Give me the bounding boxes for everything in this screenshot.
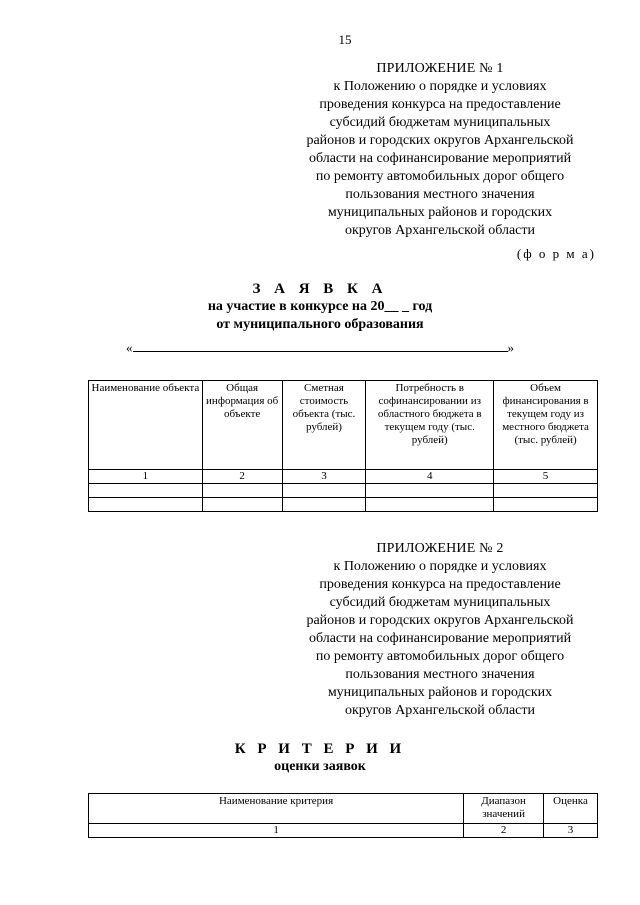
appendix-2-line: пользования местного значения <box>345 667 535 682</box>
zayavka-table <box>88 380 598 512</box>
empty-cell <box>89 484 203 498</box>
criterii-title: К Р И Т Е Р И И <box>234 741 406 757</box>
appendix-1-line: субсидий бюджетам муниципальных <box>329 115 551 130</box>
appendix-1-title: ПРИЛОЖЕНИЕ № 1 <box>376 61 504 76</box>
empty-cell <box>89 498 203 512</box>
header-cell: Общая информация об объекте <box>202 381 282 470</box>
blank-underline <box>133 341 508 352</box>
appendix-2-line: области на софинансирование мероприятий <box>308 631 572 646</box>
number-cell: 1 <box>89 824 464 838</box>
empty-cell <box>202 498 282 512</box>
table-header-row <box>89 794 598 824</box>
appendix-1-line: по ремонту автомобильных дорог общего <box>315 169 565 184</box>
open-quote: « <box>126 340 133 355</box>
appendix-2-line: по ремонту автомобильных дорог общего <box>315 649 565 664</box>
appendix-1-line: проведения конкурса на предоставление <box>319 97 561 112</box>
appendix-1-line: области на софинансирование мероприятий <box>308 151 572 166</box>
empty-cell <box>366 498 494 512</box>
empty-cell <box>494 484 598 498</box>
close-quote: » <box>507 340 514 355</box>
page-number: 15 <box>338 32 352 47</box>
number-cell: 3 <box>544 824 598 838</box>
appendix-1-header <box>290 60 590 240</box>
appendix-2-line: округов Архангельской области <box>345 703 535 718</box>
empty-cell <box>202 484 282 498</box>
number-cell: 1 <box>89 470 203 484</box>
appendix-2-line: к Положению о порядке и условиях <box>333 559 547 574</box>
criterii-heading <box>0 740 640 776</box>
number-cell: 2 <box>464 824 544 838</box>
appendix-2-line: субсидий бюджетам муниципальных <box>329 595 551 610</box>
zayavka-line-2: от муниципального образования <box>216 317 424 332</box>
empty-cell <box>366 484 494 498</box>
zayavka-title: З А Я В К А <box>252 281 388 297</box>
forma-label: (ф о р м а) <box>516 246 596 261</box>
appendix-2-line: районов и городских округов Архангельской <box>306 613 574 628</box>
number-cell: 5 <box>494 470 598 484</box>
header-cell: Объем финансирования в текущем году из местного бюджета (тыс. рублей) <box>494 381 598 470</box>
table-row <box>89 498 598 512</box>
table-number-row <box>89 470 598 484</box>
header-cell: Наименование объекта <box>89 381 203 470</box>
criteria-table <box>88 793 598 838</box>
appendix-1-line: муниципальных районов и городских <box>327 205 553 220</box>
number-cell: 4 <box>366 470 494 484</box>
header-cell: Наименование критерия <box>89 794 464 824</box>
table-number-row <box>89 824 598 838</box>
appendix-1-line: пользования местного значения <box>345 187 535 202</box>
municipality-blank-line <box>0 340 640 356</box>
appendix-1-line: районов и городских округов Архангельской <box>306 133 574 148</box>
header-cell: Оценка <box>544 794 598 824</box>
zayavka-heading <box>0 280 640 356</box>
number-cell: 3 <box>282 470 366 484</box>
table-row <box>89 484 598 498</box>
criterii-subtitle: оценки заявок <box>274 759 366 774</box>
appendix-2-header <box>290 540 590 720</box>
number-cell: 2 <box>202 470 282 484</box>
header-cell: Сметная стоимость объекта (тыс. рублей) <box>282 381 366 470</box>
empty-cell <box>282 484 366 498</box>
empty-cell <box>494 498 598 512</box>
empty-cell <box>282 498 366 512</box>
appendix-2-line: муниципальных районов и городских <box>327 685 553 700</box>
appendix-1-line: к Положению о порядке и условиях <box>333 79 547 94</box>
appendix-1-line: округов Архангельской области <box>345 223 535 238</box>
appendix-2-title: ПРИЛОЖЕНИЕ № 2 <box>376 541 504 556</box>
table-header-row <box>89 381 598 470</box>
appendix-2-line: проведения конкурса на предоставление <box>319 577 561 592</box>
zayavka-line-1: на участие в конкурсе на 20__ _ год <box>207 299 433 314</box>
header-cell: Диапазон значений <box>464 794 544 824</box>
header-cell: Потребность в софинансировании из областного бюджета в текущем году (тыс. рублей) <box>366 381 494 470</box>
